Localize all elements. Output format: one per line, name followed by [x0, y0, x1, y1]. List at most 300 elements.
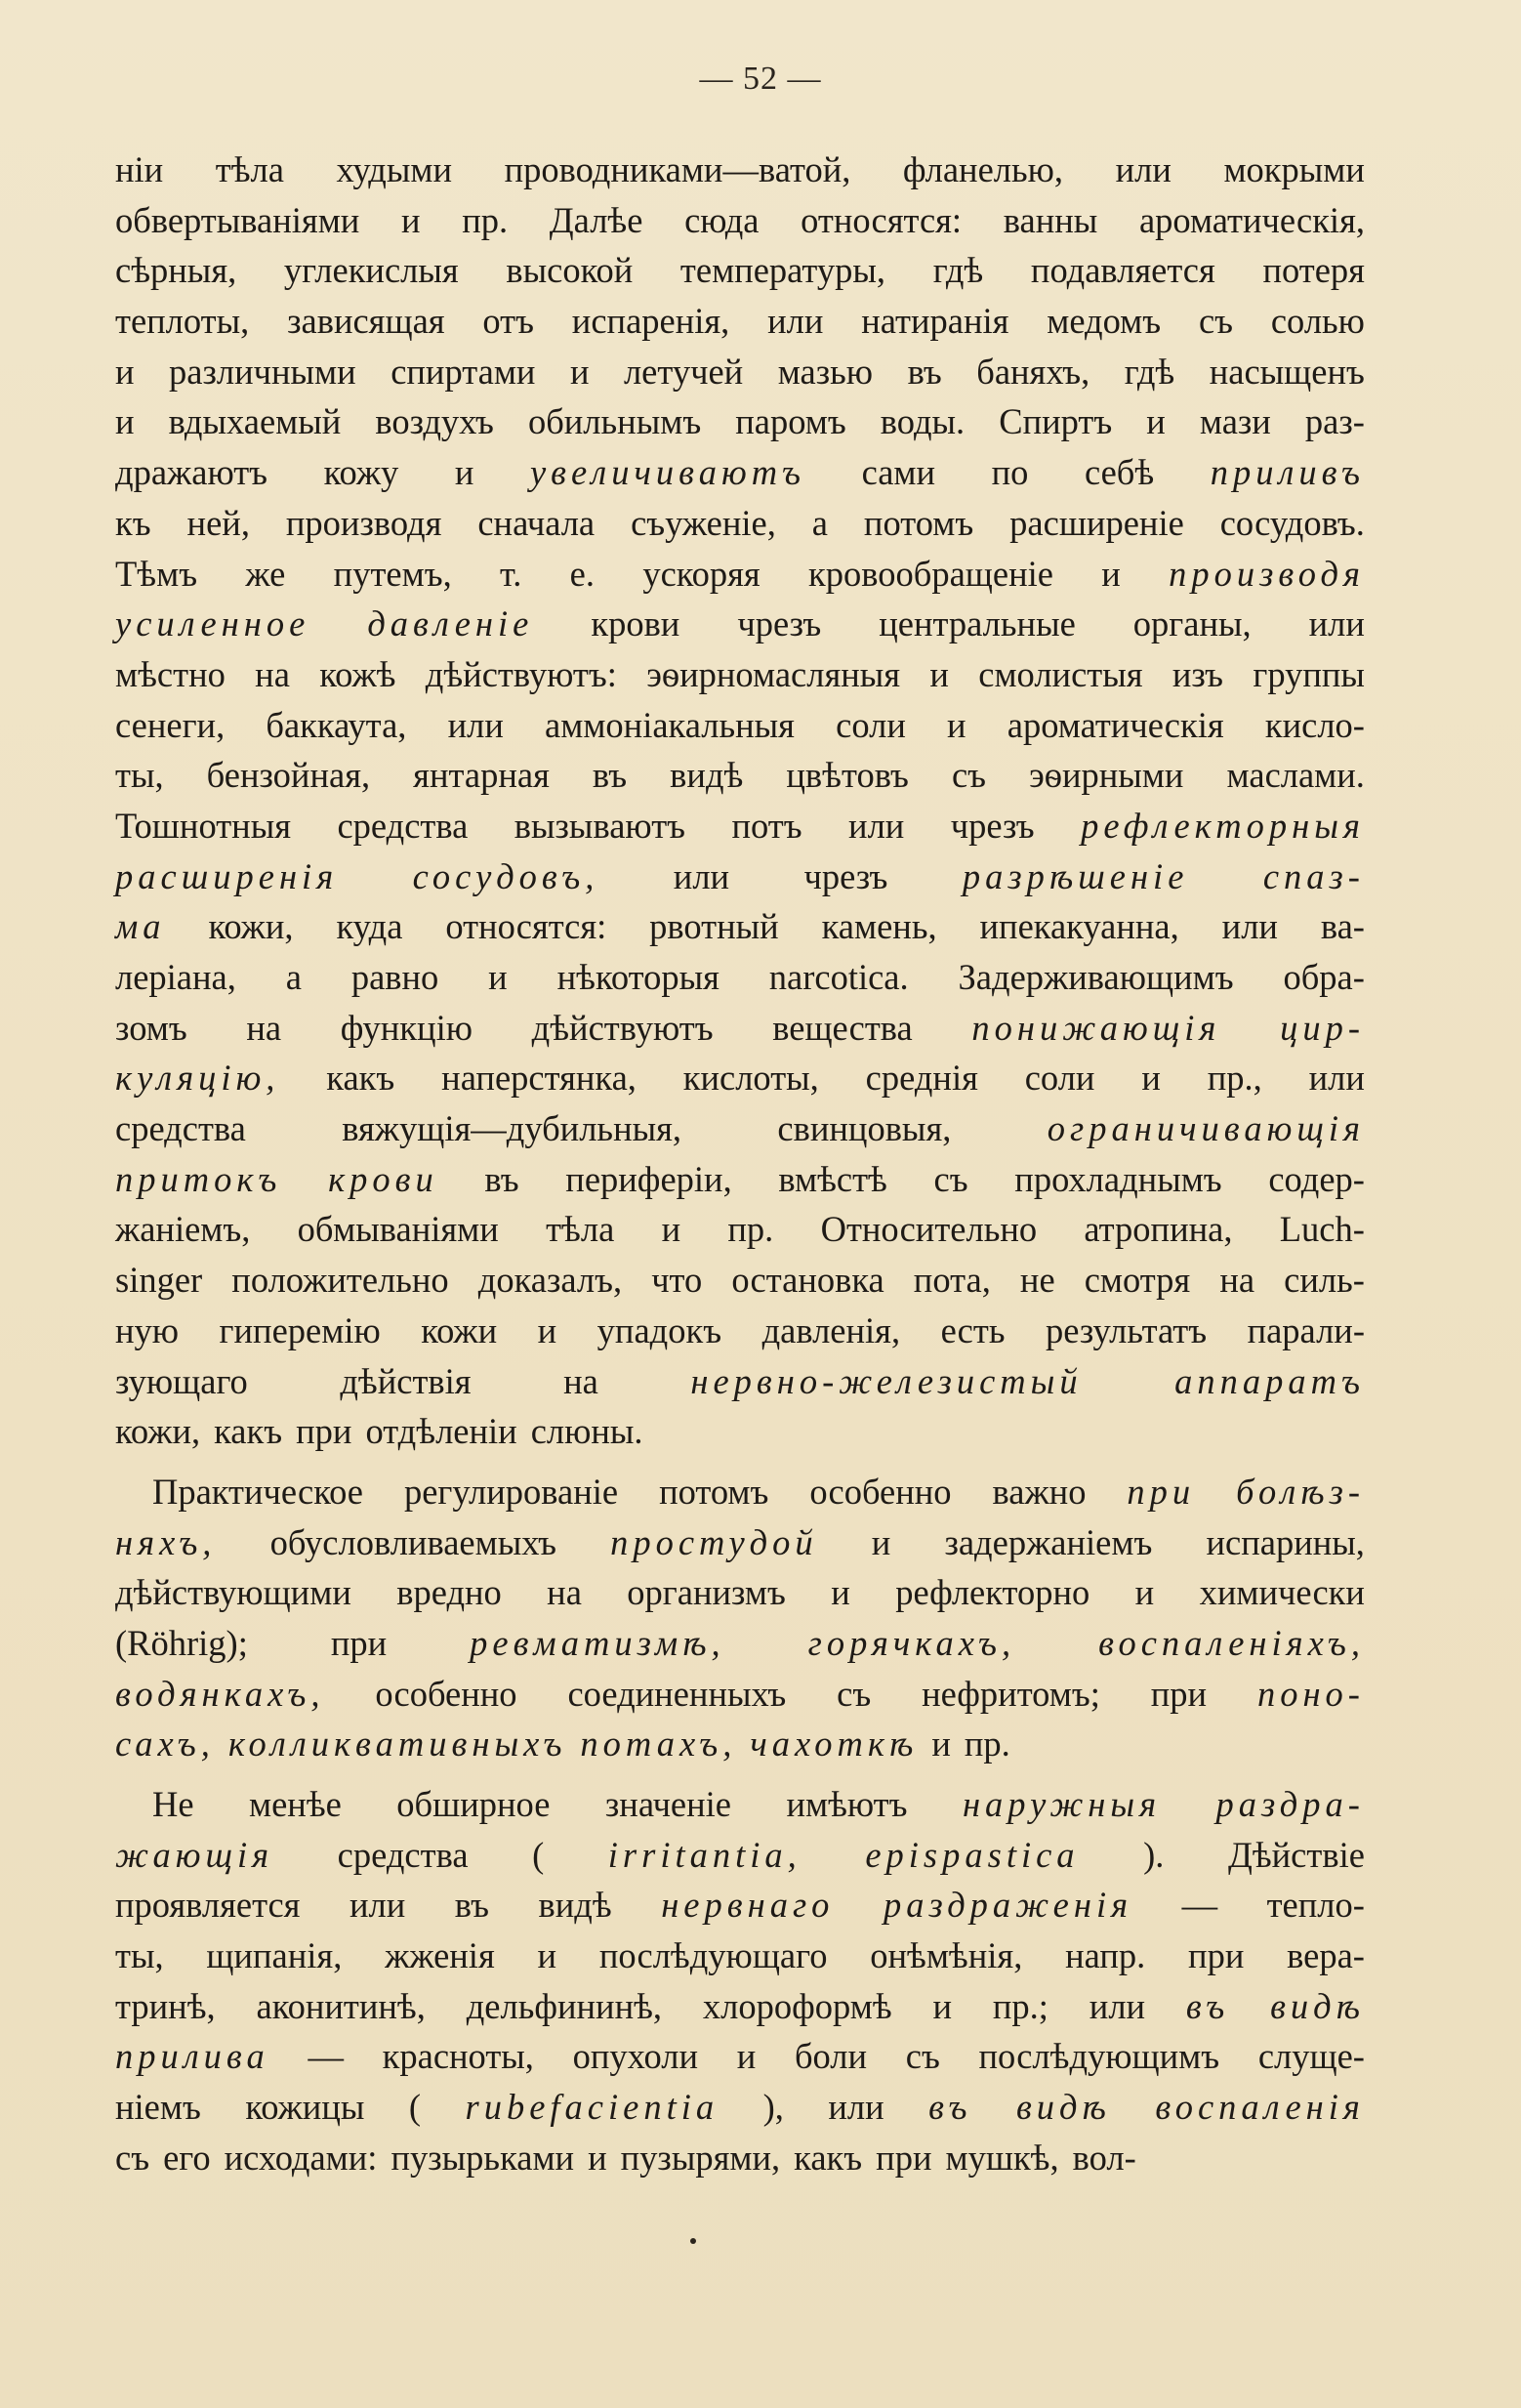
- word: проводниками—ватой,: [504, 149, 851, 189]
- word: или: [828, 2087, 884, 2128]
- word: проявляется: [115, 1885, 301, 1926]
- word: при: [1188, 1935, 1245, 1976]
- text-line: [115, 1779, 1365, 1830]
- word: на: [563, 1360, 598, 1401]
- text-line: [115, 1567, 1365, 1618]
- word: ты,: [115, 1935, 164, 1976]
- word: функцiю: [340, 1007, 473, 1048]
- word: Далѣе: [549, 199, 643, 240]
- word: и: [454, 452, 474, 493]
- word: кожи: [421, 1309, 498, 1350]
- word: же: [245, 553, 286, 594]
- word: худыми: [336, 149, 453, 189]
- word: рефлекторно: [895, 1572, 1090, 1613]
- text-line: [115, 1306, 1365, 1356]
- word: чрезъ: [737, 603, 822, 644]
- word: хлороформѣ: [702, 1985, 892, 2026]
- word: Практическое: [152, 1471, 363, 1512]
- word: сначала: [477, 502, 596, 543]
- text-line: [115, 1467, 1365, 1517]
- word: тѣла: [215, 149, 284, 189]
- word: ванны: [1003, 199, 1098, 240]
- emphasized-word: давленiе: [367, 603, 534, 644]
- word: по: [991, 452, 1029, 493]
- word: углекислыя: [283, 250, 459, 291]
- word: пузырями,: [620, 2137, 781, 2178]
- word: значенiе: [604, 1784, 731, 1824]
- word: эѳирными: [1029, 755, 1184, 796]
- word: и: [736, 2036, 757, 2077]
- word: ароматическiя,: [1138, 199, 1365, 240]
- word: давленiя,: [761, 1309, 901, 1350]
- word: и: [115, 401, 135, 442]
- word: фланелью,: [902, 149, 1064, 189]
- word: пр.: [462, 199, 509, 240]
- word: нiи: [115, 149, 164, 189]
- emphasized-word: epispastica: [865, 1834, 1080, 1875]
- word: или: [767, 301, 824, 342]
- emphasized-word: увеличиваютъ: [529, 452, 806, 493]
- word: и: [871, 1521, 891, 1562]
- word: нефритомъ;: [922, 1673, 1100, 1714]
- text-line: [115, 851, 1365, 902]
- word: онѣмѣнiя,: [870, 1935, 1023, 1976]
- word: маслами.: [1226, 755, 1365, 796]
- word: его: [163, 2137, 211, 2178]
- word: сосудовъ.: [1219, 502, 1365, 543]
- word: организмъ: [627, 1572, 786, 1613]
- emphasized-word: видѣ: [1015, 2087, 1111, 2128]
- word: обмыванiями: [297, 1209, 499, 1250]
- page-number: — 52 —: [699, 61, 822, 97]
- word: эѳирномасляныя: [646, 653, 901, 694]
- word: мѣстно: [115, 653, 226, 694]
- word: периферiи,: [565, 1158, 732, 1199]
- text-line: [115, 1053, 1365, 1103]
- word: химически: [1199, 1572, 1365, 1613]
- word: или: [349, 1885, 406, 1926]
- word: и: [588, 2137, 607, 2178]
- word: регулированiе: [403, 1471, 619, 1512]
- word: боли: [794, 2036, 868, 2077]
- word: Относительно: [820, 1209, 1038, 1250]
- word: потъ: [731, 805, 802, 846]
- emphasized-word: разрѣшенiе: [962, 855, 1189, 896]
- word: мокрыми: [1223, 149, 1365, 189]
- word: исходами:: [224, 2137, 378, 2178]
- word: пр.: [964, 1723, 1010, 1764]
- word: соли: [836, 704, 906, 745]
- word: щипанiя,: [206, 1935, 343, 1976]
- word: послѣдующаго: [598, 1935, 828, 1976]
- word: и: [931, 1723, 951, 1764]
- word: къ: [115, 502, 151, 543]
- word: и: [401, 199, 421, 240]
- word: дельфининѣ,: [466, 1985, 663, 2026]
- word: (: [532, 1834, 545, 1875]
- word: содер-: [1268, 1158, 1365, 1199]
- word: жанiемъ,: [115, 1209, 251, 1250]
- emphasized-word: сахъ,: [115, 1723, 215, 1764]
- word: отдѣленiи: [365, 1411, 517, 1452]
- emphasized-word: rubefacientia: [465, 2087, 719, 2128]
- word: напр.: [1065, 1935, 1146, 1976]
- word: или: [1308, 1058, 1365, 1099]
- word: ароматическiя: [1007, 704, 1224, 745]
- word: —: [308, 2036, 344, 2077]
- word: чрезъ: [950, 805, 1035, 846]
- emphasized-word: нервно-железистый: [690, 1360, 1083, 1401]
- word: и: [1141, 1058, 1161, 1099]
- word: вол-: [1072, 2137, 1136, 2178]
- word: потомъ: [659, 1471, 769, 1512]
- word: ты,: [115, 755, 164, 796]
- emphasized-word: колликвативныхъ: [227, 1723, 567, 1764]
- word: вяжущiя—дубильныя,: [342, 1108, 682, 1149]
- word: нiемъ: [115, 2087, 201, 2128]
- word: результатъ: [1045, 1309, 1208, 1350]
- word: соединенныхъ: [567, 1673, 787, 1714]
- word: цвѣтовъ: [786, 755, 909, 796]
- word: средства: [115, 1108, 246, 1149]
- word: и: [537, 1309, 557, 1350]
- word: съ: [115, 2137, 150, 2178]
- word: ),: [762, 2087, 784, 2128]
- text-line: [115, 801, 1365, 851]
- word: на: [547, 1572, 582, 1613]
- word: потеря: [1262, 250, 1365, 291]
- emphasized-word: нервнаго: [661, 1885, 835, 1926]
- word: аммонiакальныя: [545, 704, 795, 745]
- word: зомъ: [115, 1007, 187, 1048]
- word: упадокъ: [596, 1309, 722, 1350]
- word: тринѣ,: [115, 1985, 216, 2026]
- emphasized-word: жающiя: [115, 1834, 274, 1875]
- word: пр.,: [1207, 1058, 1262, 1099]
- word: сюда: [684, 199, 760, 240]
- word: есть: [940, 1309, 1006, 1350]
- word: и: [1146, 401, 1166, 442]
- word: пота,: [913, 1260, 991, 1301]
- text-line: [115, 1669, 1365, 1720]
- word: смолистыя: [978, 653, 1143, 694]
- word: воды.: [880, 401, 966, 442]
- word: испарины,: [1206, 1521, 1365, 1562]
- word: дѣйствуютъ:: [425, 653, 617, 694]
- word: относятся:: [445, 906, 607, 947]
- word: ускоряя: [642, 553, 760, 594]
- word: доказалъ,: [477, 1260, 623, 1301]
- emphasized-word: притокъ: [115, 1158, 282, 1199]
- word: равно: [350, 957, 439, 997]
- word: вмѣстѣ: [778, 1158, 887, 1199]
- word: или: [1308, 603, 1365, 644]
- word: лерiана,: [115, 957, 236, 997]
- word: важно: [992, 1471, 1087, 1512]
- word: путемъ,: [333, 553, 452, 594]
- word: и: [661, 1209, 681, 1250]
- emphasized-word: производя: [1169, 553, 1365, 594]
- emphasized-word: спаз-: [1262, 855, 1365, 896]
- ink-speck: [690, 2238, 696, 2244]
- text-line: [115, 1154, 1365, 1205]
- word: (: [408, 2087, 422, 2128]
- word: —: [1181, 1885, 1218, 1926]
- word: кисло-: [1264, 704, 1365, 745]
- paragraph-gap: [115, 1457, 1365, 1467]
- word: Не: [152, 1784, 194, 1824]
- emphasized-word: потахъ,: [580, 1723, 737, 1764]
- word: относятся:: [801, 199, 963, 240]
- word: обра-: [1283, 957, 1365, 997]
- word: имѣютъ: [786, 1784, 908, 1824]
- text-line: [115, 396, 1365, 447]
- text-line: [115, 952, 1365, 1003]
- word: дѣйствуютъ: [531, 1007, 714, 1048]
- word: какъ: [326, 1058, 395, 1099]
- word: и: [929, 653, 949, 694]
- text-line: [115, 1931, 1365, 1981]
- word: или: [447, 704, 504, 745]
- word: гдѣ: [932, 250, 984, 291]
- text-line: [115, 1103, 1365, 1154]
- word: сѣрныя,: [115, 250, 237, 291]
- text-line: [115, 1517, 1365, 1568]
- word: свинцовыя,: [777, 1108, 952, 1149]
- word: группы: [1253, 653, 1365, 694]
- word: высокой: [506, 250, 634, 291]
- word: или: [1089, 1985, 1146, 2026]
- paragraph: [115, 1467, 1365, 1769]
- word: опухоли: [572, 2036, 699, 2077]
- emphasized-word: горячкахъ,: [807, 1622, 1016, 1663]
- word: или: [1221, 906, 1278, 947]
- emphasized-word: ревматизмѣ,: [470, 1622, 725, 1663]
- word: и: [569, 351, 590, 392]
- word: ней,: [186, 502, 250, 543]
- word: красноты,: [382, 2036, 534, 2077]
- emphasized-word: видѣ: [1270, 1985, 1365, 2026]
- word: Luch-: [1279, 1209, 1365, 1250]
- word: воздухъ: [375, 401, 494, 442]
- word: въ: [592, 755, 628, 796]
- word: дѣйствiя: [340, 1360, 472, 1401]
- word: на: [1219, 1260, 1255, 1301]
- word: singer: [115, 1260, 203, 1301]
- word: особенно: [809, 1471, 952, 1512]
- word: narcotica.: [768, 957, 909, 997]
- word: съ: [837, 1673, 872, 1714]
- word: ипекакуанна,: [979, 906, 1179, 947]
- word: температуры,: [679, 250, 886, 291]
- word: средства: [337, 805, 469, 846]
- text-line: [115, 347, 1365, 397]
- word: подавляется: [1030, 250, 1215, 291]
- word: на: [255, 653, 290, 694]
- word: среднiя: [865, 1058, 978, 1099]
- word: обильнымъ: [527, 401, 702, 442]
- word: вредно: [396, 1572, 502, 1613]
- word: прохладнымъ: [1014, 1158, 1222, 1199]
- word: кожицы: [245, 2087, 365, 2128]
- word: гдѣ: [1124, 351, 1175, 392]
- word: т.: [500, 553, 522, 594]
- emphasized-word: наружныя: [962, 1784, 1162, 1824]
- word: чрезъ: [803, 855, 888, 896]
- word: тепло-: [1266, 1885, 1365, 1926]
- word: натиранiя: [861, 301, 1009, 342]
- emphasized-word: воспаленiя: [1155, 2087, 1365, 2128]
- emphasized-word: въ: [928, 2087, 972, 2128]
- word: Тѣмъ: [115, 553, 198, 594]
- word: послѣдующимъ: [978, 2036, 1220, 2077]
- word: аконитинѣ,: [256, 1985, 426, 2026]
- emphasized-word: болѣз-: [1236, 1471, 1365, 1512]
- word: пр.: [727, 1209, 774, 1250]
- emphasized-word: воспаленiяхъ,: [1098, 1622, 1365, 1663]
- word: обусловливаемыхъ: [269, 1521, 556, 1562]
- word: положительно: [231, 1260, 449, 1301]
- text-line: [115, 750, 1365, 801]
- word: не: [1019, 1260, 1055, 1301]
- word: ).: [1143, 1834, 1165, 1875]
- word: съ: [933, 1158, 968, 1199]
- word: теплоты,: [115, 301, 250, 342]
- word: обвертыванiями: [115, 199, 360, 240]
- text-line: [115, 1880, 1365, 1931]
- word: дѣйствующими: [115, 1572, 351, 1613]
- text-line: [115, 245, 1365, 296]
- word: мази: [1199, 401, 1271, 442]
- word: съ: [951, 755, 987, 796]
- emphasized-word: понижающiя: [971, 1007, 1221, 1048]
- text-line: [115, 1719, 1365, 1769]
- emphasized-word: расширенiя: [115, 855, 339, 896]
- word: зующаго: [115, 1360, 248, 1401]
- word: насыщенъ: [1209, 351, 1365, 392]
- text-line: [115, 2133, 1365, 2183]
- word: а: [811, 502, 828, 543]
- word: мушкѣ,: [945, 2137, 1059, 2178]
- word: нѣкоторыя: [556, 957, 719, 997]
- word: мазью: [777, 351, 874, 392]
- word: и: [537, 1935, 557, 1976]
- word: баккаута,: [266, 704, 407, 745]
- emphasized-word: при: [1127, 1471, 1196, 1512]
- word: вдыхаемый: [168, 401, 342, 442]
- word: потомъ: [863, 502, 974, 543]
- word: средства: [337, 1834, 469, 1875]
- emphasized-word: прилива: [115, 2036, 269, 2077]
- emphasized-word: усиленное: [115, 603, 310, 644]
- word: кожѣ: [319, 653, 396, 694]
- emphasized-word: ма: [115, 906, 166, 947]
- word: или: [673, 855, 730, 896]
- word: и: [932, 1985, 953, 2026]
- word: ную: [115, 1309, 180, 1350]
- word: Спиртъ: [999, 401, 1113, 442]
- body-text: [115, 145, 1365, 2183]
- word: е.: [569, 553, 595, 594]
- word: Дѣйствiе: [1227, 1834, 1365, 1875]
- word: при: [876, 2137, 932, 2178]
- word: при: [1150, 1673, 1208, 1714]
- emphasized-word: поно-: [1256, 1673, 1365, 1714]
- paragraph: [115, 1779, 1365, 2183]
- emphasized-word: рефлекторныя: [1081, 805, 1365, 846]
- word: въ: [484, 1158, 519, 1199]
- emphasized-word: аппаратъ: [1174, 1360, 1365, 1401]
- word: наперстянка,: [441, 1058, 637, 1099]
- word: тѣла: [546, 1209, 615, 1250]
- word: куда: [336, 906, 403, 947]
- text-line: [115, 901, 1365, 952]
- word: парали-: [1247, 1309, 1365, 1350]
- word: ва-: [1320, 906, 1365, 947]
- text-line: [115, 1406, 1365, 1457]
- word: что: [651, 1260, 703, 1301]
- word: вещества: [772, 1007, 913, 1048]
- text-line: [115, 296, 1365, 347]
- emphasized-word: крови: [328, 1158, 438, 1199]
- word: и: [831, 1572, 850, 1613]
- text-line: [115, 1356, 1365, 1407]
- word: производя: [285, 502, 442, 543]
- word: сами: [861, 452, 936, 493]
- text-line: [115, 549, 1365, 600]
- word: задержанiемъ: [944, 1521, 1153, 1562]
- word: въ: [454, 1885, 489, 1926]
- word: медомъ: [1047, 301, 1162, 342]
- emphasized-word: приливъ: [1210, 452, 1365, 493]
- word: и: [1134, 1572, 1155, 1613]
- emphasized-word: irritantia,: [607, 1834, 802, 1875]
- word: а: [285, 957, 302, 997]
- word: соли: [1024, 1058, 1095, 1099]
- text-line: [115, 649, 1365, 700]
- word: и: [115, 351, 135, 392]
- emphasized-word: водянкахъ,: [115, 1673, 325, 1714]
- word: гиперемiю: [219, 1309, 381, 1350]
- word: органы,: [1132, 603, 1252, 644]
- text-line: [115, 2031, 1365, 2082]
- word: жженiя: [385, 1935, 495, 1976]
- emphasized-word: раздраженiя: [883, 1885, 1133, 1926]
- word: Тошнотныя: [115, 805, 292, 846]
- text-line: [115, 2082, 1365, 2133]
- emphasized-word: няхъ,: [115, 1521, 217, 1562]
- word: камень,: [821, 906, 937, 947]
- text-line: [115, 145, 1365, 195]
- word: (Röhrig);: [115, 1622, 248, 1663]
- word: пр.;: [992, 1985, 1048, 2026]
- word: менѣе: [249, 1784, 342, 1824]
- word: крови: [591, 603, 680, 644]
- word: при: [330, 1622, 388, 1663]
- word: слуще-: [1257, 2036, 1365, 2077]
- text-line: [115, 700, 1365, 751]
- word: кислоты,: [682, 1058, 819, 1099]
- word: солью: [1270, 301, 1365, 342]
- text-line: [115, 498, 1365, 549]
- word: остановка: [731, 1260, 884, 1301]
- word: видѣ: [538, 1885, 612, 1926]
- emphasized-word: чахоткѣ: [750, 1723, 919, 1764]
- word: испаренiя,: [571, 301, 730, 342]
- word: изъ: [1172, 653, 1224, 694]
- text-line: [115, 1204, 1365, 1255]
- emphasized-word: цир-: [1280, 1007, 1365, 1048]
